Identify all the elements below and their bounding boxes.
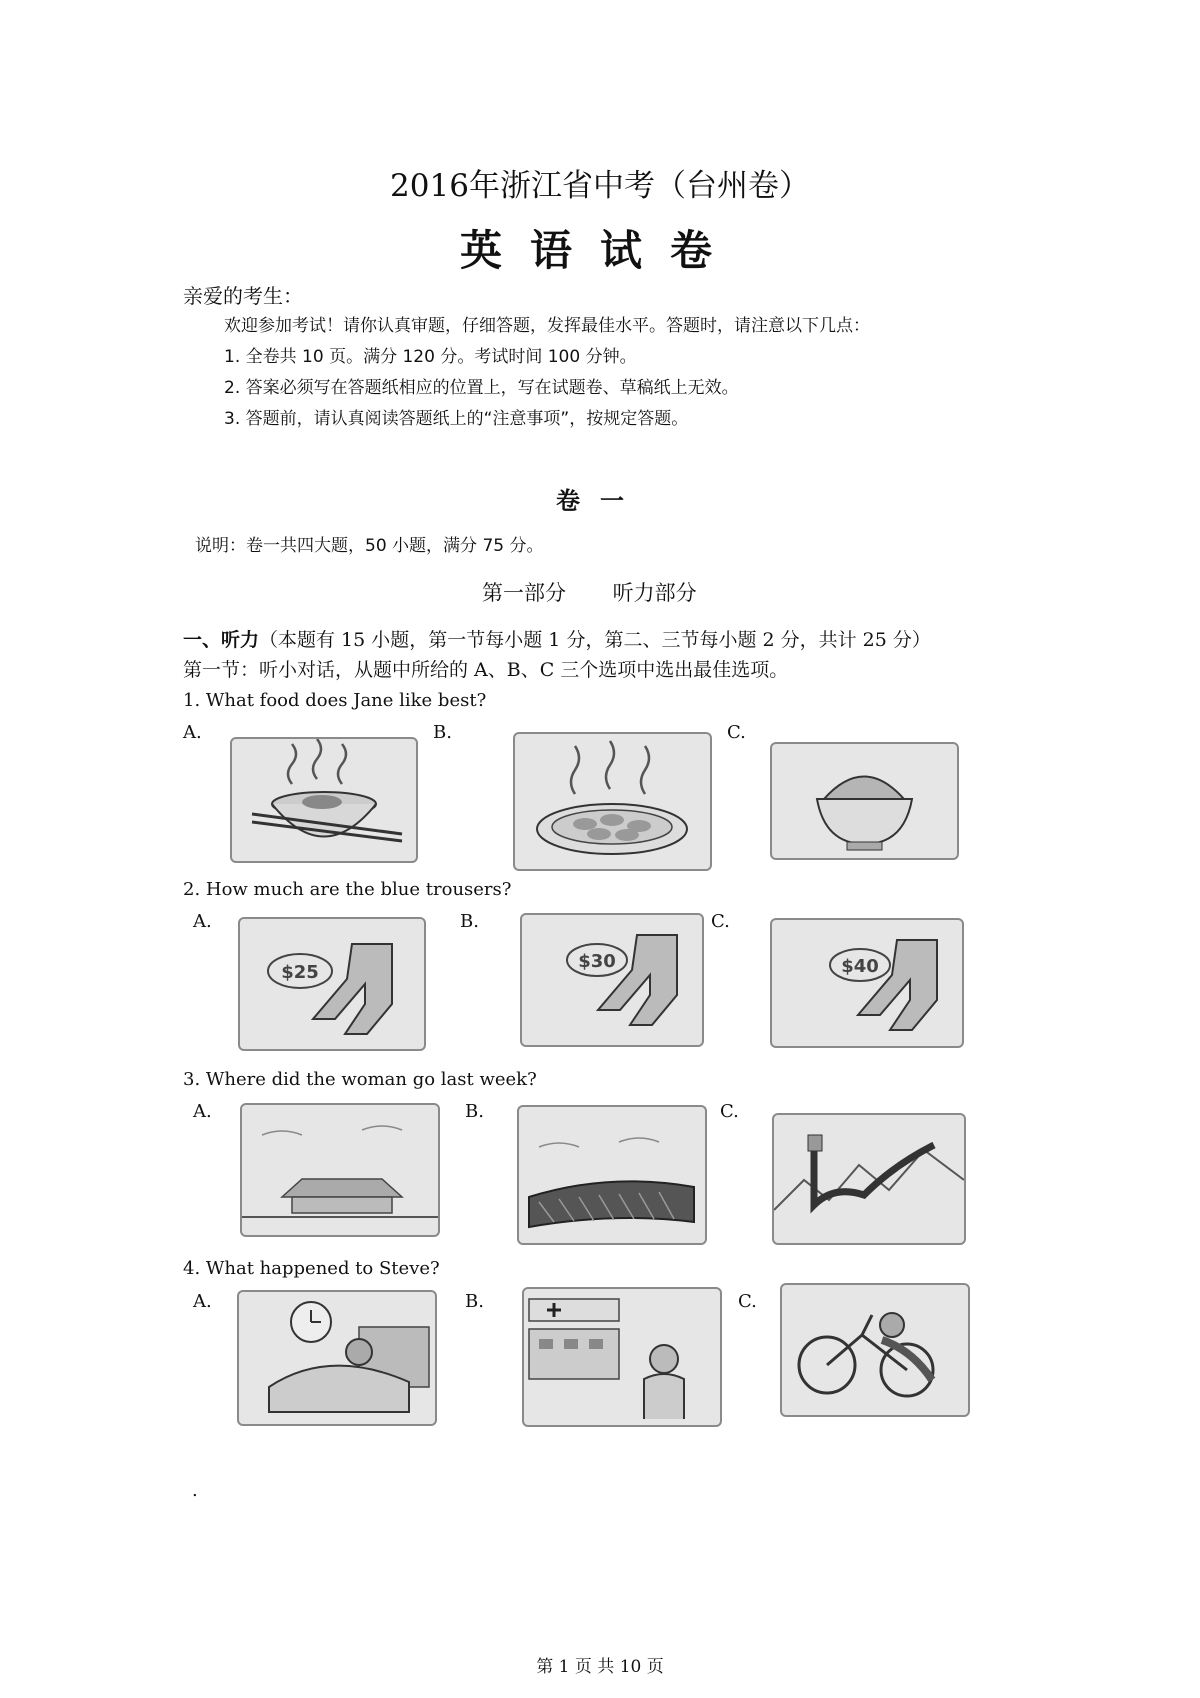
price-30-label: $30 [578,951,616,972]
section-heading [183,625,931,652]
q2-option-a: A. [193,911,212,932]
q4-option-b: B. [465,1291,484,1312]
question-4: 4. What happened to Steve? [183,1258,440,1279]
intro-text: 欢迎参加考试！请你认真审题，仔细答题，发挥最佳水平。答题时，请注意以下几点： [224,316,870,336]
note-3: 3. 答题前，请认真阅读答题纸上的“注意事项”，按规定答题。 [224,409,689,429]
rice-bowl-icon [770,742,959,860]
trousers-30-icon [520,913,704,1047]
section-heading-label: 一、听力 [183,629,260,651]
trousers-40-icon [770,918,964,1048]
exam-subject: 英语试卷 [459,226,740,275]
q3-option-b: B. [465,1101,484,1122]
trousers-25-icon [238,917,426,1051]
page-footer: 第 1 页 共 10 页 [536,1657,664,1677]
note-1: 1. 全卷共 10 页。满分 120 分。考试时间 100 分钟。 [224,347,637,367]
q2-option-b: B. [460,911,479,932]
question-3: 3. Where did the woman go last week? [183,1069,537,1090]
volume-title: 卷一 [556,487,644,515]
noodle-bowl-icon [230,737,418,863]
birds-nest-stadium-icon [517,1105,707,1245]
q1-option-a: A. [183,722,202,743]
price-25-label: $25 [281,962,319,983]
greeting: 亲爱的考生： [183,284,303,308]
volume-explanation: 说明：卷一共四大题，50 小题，满分 75 分。 [195,536,544,556]
price-40-label: $40 [841,956,879,977]
subsection-heading: 第一节：听小对话，从题中所给的 A、B、C 三个选项中选出最佳选项。 [183,659,789,681]
q2-option-c: C. [711,911,730,932]
dumplings-plate-icon [513,732,712,871]
q3-option-a: A. [193,1101,212,1122]
q1-option-b: B. [433,722,452,743]
q4-option-a: A. [193,1291,212,1312]
tiananmen-icon [240,1103,440,1237]
q1-option-c: C. [727,722,746,743]
bike-accident-icon [780,1283,970,1417]
great-wall-icon [772,1113,966,1245]
late-bed-icon [237,1290,437,1426]
exam-title: 2016年浙江省中考（台州卷） [390,168,810,204]
note-2: 2. 答案必须写在答题纸相应的位置上，写在试题卷、草稿纸上无效。 [224,378,739,398]
hospital-icon [522,1287,722,1427]
part-title: 第一部分 听力部分 [482,581,697,605]
question-1: 1. What food does Jane like best? [183,690,487,711]
section-heading-detail: （本题有 15 小题，第一节每小题 1 分，第二、三节每小题 2 分，共计 25 分） [259,629,931,651]
trailing-mark: . [192,1480,198,1501]
q3-option-c: C. [720,1101,739,1122]
q4-option-c: C. [738,1291,757,1312]
question-2: 2. How much are the blue trousers? [183,879,512,900]
